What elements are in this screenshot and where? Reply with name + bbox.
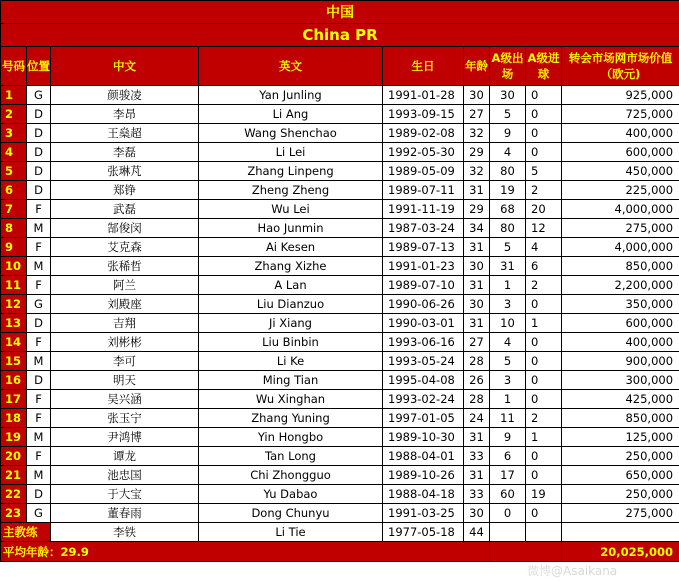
cell-goals: 2 <box>526 276 562 295</box>
cell-caps: 4 <box>490 333 526 352</box>
cell-caps: 9 <box>490 428 526 447</box>
cell-age: 30 <box>464 295 490 314</box>
header-goals: A级进球 <box>526 47 562 86</box>
cell-en: Liu Dianzuo <box>199 295 383 314</box>
cell-value: 4,000,000 <box>562 200 679 219</box>
cell-goals: 0 <box>526 390 562 409</box>
cell-dob: 1992-05-30 <box>383 143 464 162</box>
cell-value: 850,000 <box>562 409 679 428</box>
cell-cn: 武磊 <box>51 200 199 219</box>
cell-goals: 2 <box>526 181 562 200</box>
cell-dob: 1995-04-08 <box>383 371 464 390</box>
cell-en: A Lan <box>199 276 383 295</box>
header-caps: A级出场 <box>490 47 526 86</box>
cell-cn: 阿兰 <box>51 276 199 295</box>
cell-pos: D <box>27 371 51 390</box>
cell-pos: F <box>27 276 51 295</box>
cell-num: 23 <box>1 504 27 523</box>
cell-pos: D <box>27 143 51 162</box>
cell-dob: 1988-04-18 <box>383 485 464 504</box>
table-row <box>1 371 679 390</box>
cell-cn: 吉翔 <box>51 314 199 333</box>
cell-dob: 1993-06-16 <box>383 333 464 352</box>
cell-goals: 20 <box>526 200 562 219</box>
cell-value: 725,000 <box>562 105 679 124</box>
cell-dob: 1989-07-11 <box>383 181 464 200</box>
coach-empty <box>562 523 679 542</box>
coach-row <box>1 523 679 542</box>
cell-caps: 0 <box>490 504 526 523</box>
cell-en: Wu Xinghan <box>199 390 383 409</box>
cell-cn: 张玉宁 <box>51 409 199 428</box>
cell-pos: M <box>27 257 51 276</box>
cell-age: 30 <box>464 257 490 276</box>
cell-dob: 1990-03-01 <box>383 314 464 333</box>
cell-age: 31 <box>464 314 490 333</box>
cell-pos: F <box>27 238 51 257</box>
cell-age: 30 <box>464 86 490 105</box>
cell-num: 2 <box>1 105 27 124</box>
table-row <box>1 390 679 409</box>
header-age: 年龄 <box>464 47 490 86</box>
cell-goals: 0 <box>526 295 562 314</box>
cell-en: Zheng Zheng <box>199 181 383 200</box>
cell-caps: 5 <box>490 352 526 371</box>
cell-num: 16 <box>1 371 27 390</box>
cell-pos: M <box>27 352 51 371</box>
cell-goals: 0 <box>526 504 562 523</box>
cell-cn: 吴兴涵 <box>51 390 199 409</box>
cell-dob: 1991-03-25 <box>383 504 464 523</box>
table-row <box>1 352 679 371</box>
cell-num: 9 <box>1 238 27 257</box>
total-value: 20,025,000 <box>562 542 679 562</box>
cell-en: Li Ang <box>199 105 383 124</box>
table-row <box>1 276 679 295</box>
cell-num: 22 <box>1 485 27 504</box>
cell-num: 1 <box>1 86 27 105</box>
cell-caps: 68 <box>490 200 526 219</box>
cell-num: 21 <box>1 466 27 485</box>
cell-num: 5 <box>1 162 27 181</box>
cell-num: 6 <box>1 181 27 200</box>
cell-caps: 6 <box>490 447 526 466</box>
cell-pos: D <box>27 105 51 124</box>
cell-en: Chi Zhongguo <box>199 466 383 485</box>
cell-pos: D <box>27 181 51 200</box>
cell-num: 4 <box>1 143 27 162</box>
table-row <box>1 105 679 124</box>
footer-empty <box>490 542 562 562</box>
cell-caps: 60 <box>490 485 526 504</box>
cell-en: Dong Chunyu <box>199 504 383 523</box>
cell-pos: D <box>27 314 51 333</box>
coach-empty <box>526 523 562 542</box>
cell-goals: 4 <box>526 238 562 257</box>
cell-cn: 李昂 <box>51 105 199 124</box>
cell-num: 10 <box>1 257 27 276</box>
cell-goals: 0 <box>526 333 562 352</box>
cell-goals: 6 <box>526 257 562 276</box>
cell-pos: F <box>27 409 51 428</box>
cell-num: 13 <box>1 314 27 333</box>
table-row <box>1 162 679 181</box>
cell-value: 300,000 <box>562 371 679 390</box>
table-row <box>1 314 679 333</box>
table-row <box>1 504 679 523</box>
cell-en: Liu Binbin <box>199 333 383 352</box>
cell-cn: 尹鸿博 <box>51 428 199 447</box>
cell-pos: G <box>27 295 51 314</box>
cell-caps: 80 <box>490 162 526 181</box>
table-row <box>1 447 679 466</box>
cell-value: 350,000 <box>562 295 679 314</box>
cell-value: 125,000 <box>562 428 679 447</box>
cell-pos: D <box>27 124 51 143</box>
header-num: 号码 <box>1 47 27 86</box>
cell-pos: M <box>27 428 51 447</box>
cell-en: Yan Junling <box>199 86 383 105</box>
cell-caps: 31 <box>490 257 526 276</box>
cell-cn: 董春雨 <box>51 504 199 523</box>
cell-cn: 李磊 <box>51 143 199 162</box>
cell-caps: 1 <box>490 276 526 295</box>
cell-caps: 17 <box>490 466 526 485</box>
cell-num: 11 <box>1 276 27 295</box>
header-row <box>1 47 679 86</box>
watermark: 微博@Asaikana <box>527 564 618 578</box>
cell-en: Ji Xiang <box>199 314 383 333</box>
cell-en: Wu Lei <box>199 200 383 219</box>
cell-num: 14 <box>1 333 27 352</box>
coach-dob: 1977-05-18 <box>383 523 464 542</box>
table-row <box>1 181 679 200</box>
cell-pos: F <box>27 390 51 409</box>
table-row <box>1 200 679 219</box>
table-row <box>1 257 679 276</box>
cell-dob: 1991-01-23 <box>383 257 464 276</box>
table-title: 中国 <box>1 1 679 24</box>
coach-age: 44 <box>464 523 490 542</box>
table-row <box>1 124 679 143</box>
table-subtitle: China PR <box>1 24 679 47</box>
cell-dob: 1987-03-24 <box>383 219 464 238</box>
cell-age: 32 <box>464 124 490 143</box>
cell-en: Li Ke <box>199 352 383 371</box>
cell-goals: 0 <box>526 105 562 124</box>
cell-value: 650,000 <box>562 466 679 485</box>
cell-pos: F <box>27 447 51 466</box>
cell-en: Ming Tian <box>199 371 383 390</box>
cell-value: 925,000 <box>562 86 679 105</box>
cell-en: Wang Shenchao <box>199 124 383 143</box>
cell-age: 28 <box>464 352 490 371</box>
cell-value: 425,000 <box>562 390 679 409</box>
cell-num: 17 <box>1 390 27 409</box>
table-row <box>1 428 679 447</box>
cell-cn: 池忠国 <box>51 466 199 485</box>
cell-caps: 3 <box>490 295 526 314</box>
cell-age: 30 <box>464 504 490 523</box>
cell-value: 225,000 <box>562 181 679 200</box>
table-row <box>1 333 679 352</box>
cell-age: 28 <box>464 390 490 409</box>
cell-age: 27 <box>464 105 490 124</box>
cell-age: 31 <box>464 428 490 447</box>
cell-value: 275,000 <box>562 504 679 523</box>
cell-age: 31 <box>464 466 490 485</box>
cell-age: 29 <box>464 143 490 162</box>
average-age: 平均年龄：29.9 <box>1 542 490 562</box>
cell-caps: 11 <box>490 409 526 428</box>
table-row <box>1 143 679 162</box>
cell-caps: 5 <box>490 105 526 124</box>
cell-pos: F <box>27 333 51 352</box>
cell-cn: 郜俊闵 <box>51 219 199 238</box>
cell-pos: D <box>27 485 51 504</box>
cell-dob: 1988-04-01 <box>383 447 464 466</box>
cell-pos: M <box>27 466 51 485</box>
cell-cn: 颜骏凌 <box>51 86 199 105</box>
coach-en: Li Tie <box>199 523 383 542</box>
cell-caps: 19 <box>490 181 526 200</box>
cell-value: 850,000 <box>562 257 679 276</box>
cell-caps: 30 <box>490 86 526 105</box>
cell-age: 31 <box>464 181 490 200</box>
cell-dob: 1993-09-15 <box>383 105 464 124</box>
table-row <box>1 295 679 314</box>
cell-en: Tan Long <box>199 447 383 466</box>
cell-age: 31 <box>464 238 490 257</box>
cell-num: 12 <box>1 295 27 314</box>
cell-goals: 0 <box>526 124 562 143</box>
cell-num: 8 <box>1 219 27 238</box>
cell-num: 20 <box>1 447 27 466</box>
cell-value: 400,000 <box>562 124 679 143</box>
cell-num: 19 <box>1 428 27 447</box>
cell-num: 18 <box>1 409 27 428</box>
cell-cn: 张琳芃 <box>51 162 199 181</box>
table-row <box>1 219 679 238</box>
cell-dob: 1993-05-24 <box>383 352 464 371</box>
cell-goals: 1 <box>526 428 562 447</box>
cell-cn: 李可 <box>51 352 199 371</box>
cell-value: 275,000 <box>562 219 679 238</box>
header-dob: 生日 <box>383 47 464 86</box>
table-row <box>1 485 679 504</box>
header-cn: 中文 <box>51 47 199 86</box>
cell-cn: 刘彬彬 <box>51 333 199 352</box>
cell-value: 4,000,000 <box>562 238 679 257</box>
cell-en: Hao Junmin <box>199 219 383 238</box>
cell-caps: 9 <box>490 124 526 143</box>
cell-goals: 0 <box>526 466 562 485</box>
cell-cn: 刘殿座 <box>51 295 199 314</box>
cell-en: Li Lei <box>199 143 383 162</box>
cell-caps: 10 <box>490 314 526 333</box>
header-value: 转会市场网市场价值（欧元) <box>562 47 679 86</box>
cell-goals: 1 <box>526 314 562 333</box>
cell-cn: 明天 <box>51 371 199 390</box>
cell-en: Zhang Linpeng <box>199 162 383 181</box>
cell-en: Ai Kesen <box>199 238 383 257</box>
cell-dob: 1989-07-10 <box>383 276 464 295</box>
cell-value: 900,000 <box>562 352 679 371</box>
cell-value: 600,000 <box>562 314 679 333</box>
coach-empty <box>490 523 526 542</box>
table-row <box>1 86 679 105</box>
coach-cn: 李铁 <box>51 523 199 542</box>
cell-age: 31 <box>464 276 490 295</box>
cell-dob: 1991-11-19 <box>383 200 464 219</box>
cell-age: 32 <box>464 162 490 181</box>
cell-dob: 1989-10-30 <box>383 428 464 447</box>
cell-goals: 12 <box>526 219 562 238</box>
cell-value: 400,000 <box>562 333 679 352</box>
cell-caps: 5 <box>490 238 526 257</box>
cell-value: 2,200,000 <box>562 276 679 295</box>
header-en: 英文 <box>199 47 383 86</box>
cell-num: 7 <box>1 200 27 219</box>
table-row <box>1 466 679 485</box>
cell-dob: 1993-02-24 <box>383 390 464 409</box>
cell-age: 34 <box>464 219 490 238</box>
header-pos: 位置 <box>27 47 51 86</box>
cell-dob: 1989-10-26 <box>383 466 464 485</box>
table-row <box>1 238 679 257</box>
footer-row <box>1 542 679 562</box>
cell-caps: 3 <box>490 371 526 390</box>
cell-pos: F <box>27 200 51 219</box>
cell-age: 33 <box>464 447 490 466</box>
cell-value: 600,000 <box>562 143 679 162</box>
cell-en: Yin Hongbo <box>199 428 383 447</box>
cell-dob: 1997-01-05 <box>383 409 464 428</box>
cell-caps: 1 <box>490 390 526 409</box>
cell-age: 33 <box>464 485 490 504</box>
cell-en: Zhang Yuning <box>199 409 383 428</box>
cell-goals: 0 <box>526 143 562 162</box>
cell-age: 24 <box>464 409 490 428</box>
cell-value: 450,000 <box>562 162 679 181</box>
cell-goals: 2 <box>526 409 562 428</box>
cell-goals: 0 <box>526 371 562 390</box>
cell-goals: 19 <box>526 485 562 504</box>
cell-caps: 80 <box>490 219 526 238</box>
cell-goals: 0 <box>526 86 562 105</box>
cell-num: 3 <box>1 124 27 143</box>
cell-goals: 0 <box>526 352 562 371</box>
cell-goals: 0 <box>526 447 562 466</box>
cell-dob: 1990-06-26 <box>383 295 464 314</box>
cell-pos: D <box>27 162 51 181</box>
cell-age: 27 <box>464 333 490 352</box>
cell-num: 15 <box>1 352 27 371</box>
cell-dob: 1991-01-28 <box>383 86 464 105</box>
cell-pos: G <box>27 86 51 105</box>
cell-value: 250,000 <box>562 447 679 466</box>
cell-dob: 1989-05-09 <box>383 162 464 181</box>
cell-pos: M <box>27 219 51 238</box>
cell-dob: 1989-02-08 <box>383 124 464 143</box>
cell-dob: 1989-07-13 <box>383 238 464 257</box>
cell-goals: 5 <box>526 162 562 181</box>
cell-cn: 艾克森 <box>51 238 199 257</box>
cell-en: Yu Dabao <box>199 485 383 504</box>
cell-value: 250,000 <box>562 485 679 504</box>
table-row <box>1 409 679 428</box>
cell-cn: 谭龙 <box>51 447 199 466</box>
cell-pos: G <box>27 504 51 523</box>
cell-cn: 王燊超 <box>51 124 199 143</box>
cell-cn: 张稀哲 <box>51 257 199 276</box>
cell-cn: 于大宝 <box>51 485 199 504</box>
cell-caps: 4 <box>490 143 526 162</box>
cell-cn: 郑铮 <box>51 181 199 200</box>
cell-age: 26 <box>464 371 490 390</box>
cell-age: 29 <box>464 200 490 219</box>
coach-label: 主教练 <box>1 523 51 542</box>
cell-en: Zhang Xizhe <box>199 257 383 276</box>
